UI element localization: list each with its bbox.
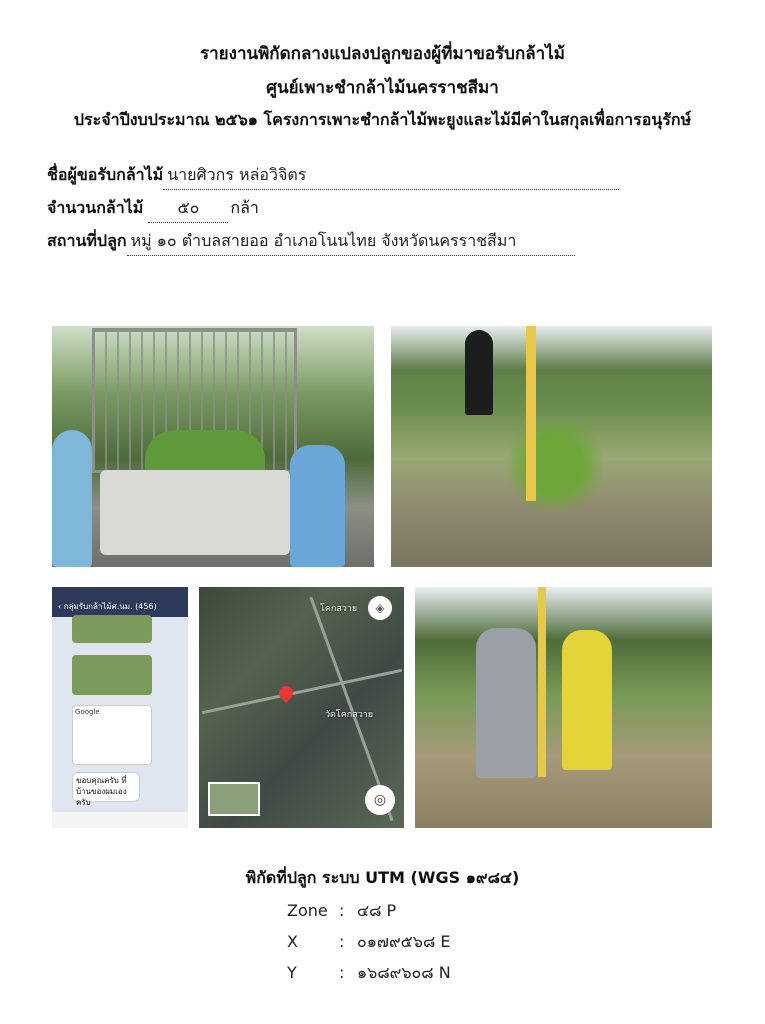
map-place-label: วัดโคกสวาย xyxy=(325,710,374,720)
planting-location-label: สถานที่ปลูก xyxy=(47,231,127,250)
seedling-count-unit: กล้า xyxy=(230,198,259,217)
coord-sep: : xyxy=(339,932,345,951)
map-place-label: โคกสวาย xyxy=(320,604,358,614)
person-woman-yellow xyxy=(562,630,612,770)
planted-seedling xyxy=(500,420,610,510)
person-woman xyxy=(52,430,92,567)
chat-image-message xyxy=(72,655,152,695)
map-card-brand: Google xyxy=(75,708,100,716)
coord-value: ๐๑๗๙๕๖๘ E xyxy=(357,932,451,951)
my-location-icon: ◎ xyxy=(365,785,395,815)
back-arrow-icon: ‹ xyxy=(58,602,64,611)
pickup-truck xyxy=(100,470,290,555)
coord-key: X xyxy=(287,932,298,951)
coord-value: ๑๖๘๙๖๐๘ N xyxy=(357,963,451,982)
seedlings-in-truck xyxy=(145,430,265,475)
coord-key: Y xyxy=(287,963,297,982)
measuring-pole xyxy=(538,587,546,777)
coord-row-zone xyxy=(287,899,396,924)
chat-header xyxy=(52,597,188,617)
chat-input-bar xyxy=(52,812,188,828)
recipient-name-field xyxy=(47,163,619,190)
recipient-name-value: นายศิวกร หล่อวิจิตร xyxy=(163,163,619,190)
recipient-name-label: ชื่อผู้ขอรับกล้าไม้ xyxy=(47,165,164,184)
layers-icon: ◈ xyxy=(368,596,392,620)
coord-row-x xyxy=(287,930,450,955)
coord-sep: : xyxy=(339,901,345,920)
coord-sep: : xyxy=(339,963,345,982)
person-man xyxy=(476,628,536,778)
coord-value: ๔๘ P xyxy=(357,901,397,920)
coord-row-y xyxy=(287,961,451,986)
coordinates-heading: พิกัดที่ปลูก ระบบ UTM (WGS ๑๙๘๔) xyxy=(245,868,520,887)
phone-status-bar xyxy=(52,587,188,597)
chat-group-title: กลุ่มรับกล้าไม้ศ.นม. (456) xyxy=(63,602,157,611)
chat-image-message xyxy=(72,615,152,643)
seedling-count-value: ๕๐ xyxy=(148,196,228,223)
report-title: รายงานพิกัดกลางแปลงปลูกของผู้ที่มาขอรับกล้าไม้ xyxy=(200,44,565,64)
chat-reply-bubble: ขอบคุณครับ ที่บ้านของผมเองครับ xyxy=(72,772,140,802)
fiscal-year-project: ประจำปีงบประมาณ ๒๕๖๑ โครงการเพาะชำกล้าไม้พะยูงและไม้มีค่าในสกุลเพื่อการอนุรักษ์ xyxy=(73,110,692,129)
chat-location-card xyxy=(72,705,152,765)
coord-key: Zone xyxy=(287,901,328,920)
center-name: ศูนย์เพาะชำกล้าไม้นครราชสีมา xyxy=(266,78,499,98)
person-inspector xyxy=(465,330,493,415)
street-view-thumbnail xyxy=(208,782,260,816)
planting-location-value: หมู่ ๑๐ ตำบลสายออ อำเภอโนนไทย จังหวัดนครราชสีมา xyxy=(127,229,575,256)
planting-location-field xyxy=(47,229,575,256)
seedling-count-label: จำนวนกล้าไม้ xyxy=(47,198,144,217)
seedling-count-field xyxy=(47,196,259,223)
measuring-pole xyxy=(526,326,536,501)
person-recipient xyxy=(290,445,345,567)
